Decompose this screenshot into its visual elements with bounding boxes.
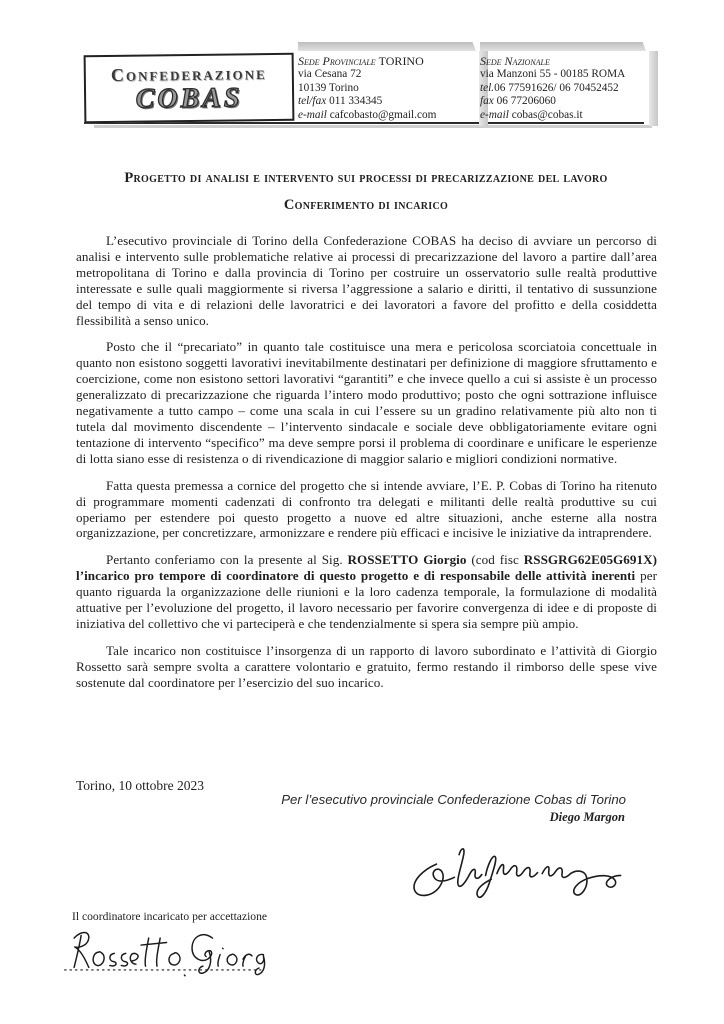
office-address-line	[298, 109, 476, 122]
national-office-block	[480, 42, 646, 122]
closing-block	[0, 776, 724, 1024]
text-segment: RSSGRG62E05G691X) l’incarico pro tempore di coordinatore di questo progetto e di responsabile delle attività inerenti	[76, 552, 657, 584]
text-segment: TORINO	[378, 54, 424, 68]
cobas-logo	[84, 53, 295, 124]
acceptance-label: Il coordinatore incaricato per accettazione	[72, 910, 268, 923]
letterhead	[84, 42, 650, 126]
letterhead-rule-shadow	[94, 125, 652, 128]
paragraph	[76, 339, 657, 466]
text-segment: e-mail	[298, 108, 330, 121]
text-segment: tel.	[480, 81, 495, 94]
text-segment: L’esecutivo provinciale di Torino della Confederazione COBAS ha deciso di avviare un percorso di analisi e intervento sulle problematiche relative ai processi di precarizzazione del lavoro a partire dall’area metropolitana di Torino e dalla provincia di Torino per costruire un osservatorio sulle realtà produttive interessate e sulle quali maggiormente si riversa l’aggressione a salario e diritti, il tentativo di sussunzione del tempo di vita e di relazioni delle lavoratrici e dei lavoratori a favore del profitto e della cosiddetta flessibilità a senso unico.	[76, 233, 657, 328]
office-address-line	[298, 68, 476, 81]
text-segment: (cod fisc	[466, 552, 524, 568]
text-segment: Tale incarico non costituisce l’insorgenza di un rapporto di lavoro subordinato e l’attività di Giorgio Rossetto sarà sempre svolta a carattere volontario e gratuito, fermo restando il rimborso delle spese vive sostenute dal coordinatore per l’esercizio del suo incarico.	[76, 642, 657, 690]
office-address-line	[480, 55, 646, 68]
text-segment: cafcobasto@gmail.com	[329, 108, 437, 121]
text-segment: fax	[480, 95, 497, 108]
scan-shadow-top	[298, 42, 476, 51]
text-segment: 011 334345	[329, 95, 383, 108]
paragraph	[76, 233, 657, 328]
text-segment: tel/fax	[298, 95, 330, 108]
provincial-office-lines	[298, 55, 476, 122]
office-address-line	[298, 82, 476, 95]
logo-confederazione-text: Confederazione	[110, 62, 267, 85]
national-office-lines	[480, 55, 646, 122]
office-address-line	[480, 82, 646, 95]
text-segment: via Cesana 72	[298, 68, 362, 81]
text-segment: Posto che il “precariato” in quanto tale costituisce una mera e pericolosa scorciatoia concettuale in quanto non esistono soggetti lavorativi inevitabilmente destinatari per definizione di maggiore sfruttamento e coercizione, come non esistono settori lavorativi “garantiti” e che invece quello a cui si assiste è un processo generalizzato di precarizzazione che riguarda l’intero modo produttivo; posto che ogni sottrazione influisce negativamente a tutto campo – come una scala in cui l’essere su un gradino relativamente più alto non ti tutela dal movimento discendente – l’intervento sindacale e sociale deve obbligatoriamente evitare ogni tentazione di intervento “specifico” ma deve sempre porsi il problema di coordinare e unificare le esperienze di lotta siano esse di resistenza o di rivendicazione di maggior salario e migliori condizioni normative.	[76, 339, 657, 466]
paragraph	[76, 478, 657, 542]
scan-shadow-right	[649, 51, 658, 126]
office-address-line	[480, 109, 646, 122]
provincial-office-block	[298, 42, 476, 122]
text-segment: Sede Nazionale	[480, 54, 550, 68]
text-segment: e-mail	[480, 108, 512, 121]
text-segment: 10139 Torino	[298, 81, 359, 94]
letterhead-rule	[84, 122, 644, 124]
executive-name: Diego Margon	[549, 810, 625, 824]
office-address-line	[298, 95, 476, 108]
office-address-line	[480, 68, 646, 81]
office-address-line	[480, 95, 646, 108]
logo-cobas-text: COBAS	[135, 81, 243, 115]
text-segment: Sede Provinciale	[298, 54, 379, 68]
office-address-line	[298, 55, 476, 68]
scan-shadow-top	[480, 42, 646, 51]
executive-role-line: Per l’esecutivo provinciale Confederazione Cobas di Torino	[281, 792, 626, 807]
text-segment: Fatta questa premessa a cornice del progetto che si intende avviare, l’E. P. Cobas di Torino ha ritenuto di programmare momenti cadenzati di confronto tra delegati e militanti delle realtà produttive su cui operiamo per estendere poi questo progetto a nuove ed altre situazioni, anche esterne alla nostra organizzazione, per concretizzare, armonizzare e rendere più efficaci e incisive le iniziative da intraprendere.	[76, 477, 657, 541]
rossetto-handwritten-signature	[62, 924, 266, 984]
text-segment: 06 77206060	[496, 95, 556, 108]
text-segment: per quanto riguarda la organizzazione delle riunioni e la loro cadenza temporale, la formulazione di modalità attuative per l’evoluzione del progetto, il lavoro necessario per favorire convergenza di idee e di proposte di iniziativa del collettivo che vi parteciperà e che tendenzialmente si spera sia sempre più ampio.	[76, 568, 657, 631]
date-place-line: Torino, 10 ottobre 2023	[76, 778, 205, 793]
text-segment: cobas@cobas.it	[511, 108, 583, 121]
text-segment: Pertanto conferiamo con la presente al Sig.	[106, 552, 348, 568]
text-segment: via Manzoni 55 - 00185 ROMA	[480, 68, 626, 81]
paragraph	[76, 643, 657, 691]
margon-handwritten-signature	[396, 832, 628, 900]
text-segment: ROSSETTO Giorgio	[347, 552, 467, 568]
text-segment: 06 77591626/ 06 70452452	[494, 81, 619, 94]
document-title: Progetto di analisi e intervento sui processi di precarizzazione del lavoro	[124, 170, 608, 186]
document-subtitle: Conferimento di incarico	[283, 197, 449, 213]
body-paragraphs	[76, 233, 657, 702]
paragraph	[76, 552, 657, 632]
